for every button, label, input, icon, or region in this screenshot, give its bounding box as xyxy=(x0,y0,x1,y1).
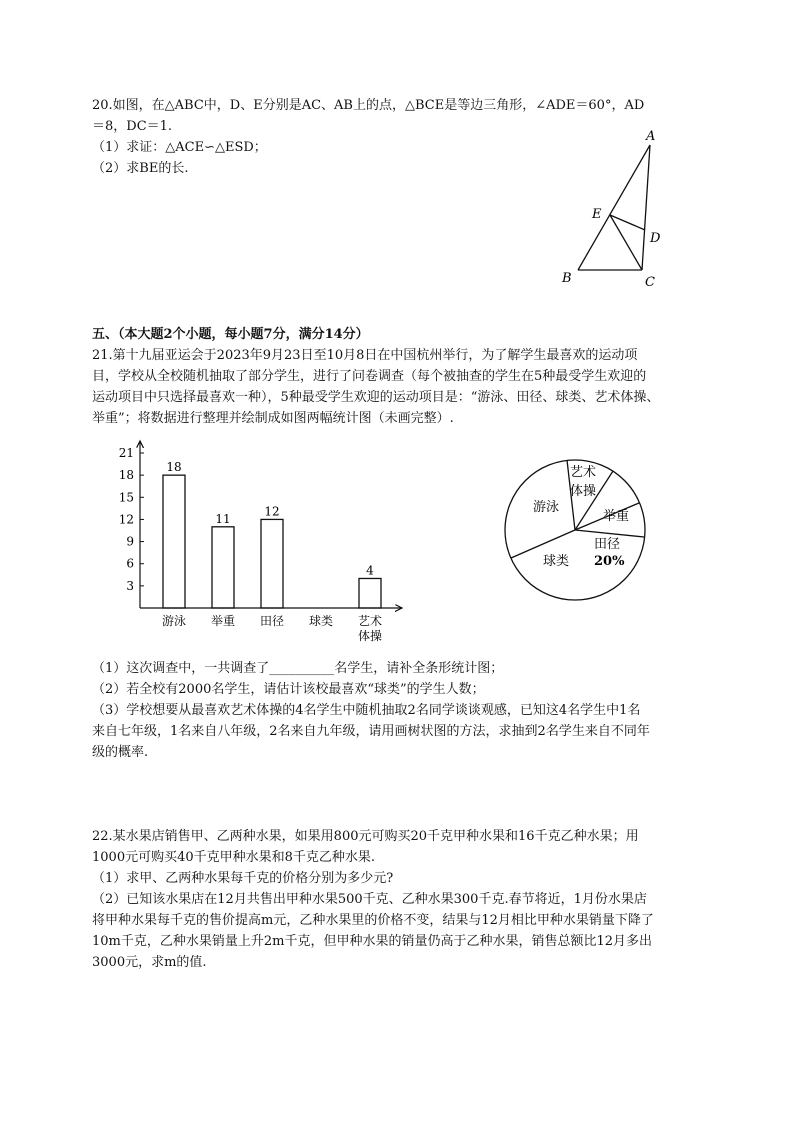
q22-part2c: 10m千克，乙种水果销量上升2m千克，但甲种水果的销量仍高于乙种水果，销售总额比12月多出 xyxy=(92,934,653,949)
q21-part2: （2）若全校有2000名学生，请估计该校最喜欢“球类”的学生人数； xyxy=(92,682,485,697)
x-tick-label: 体操 xyxy=(357,629,383,643)
q21-part3b: 来自七年级，1名来自八年级，2名来自九年级，请用画树状图的方法，求抽到2名学生来自不同年 xyxy=(92,724,650,739)
triangle-figure xyxy=(550,120,690,295)
label-c: C xyxy=(645,275,655,290)
q21-part1: （1）这次调查中，一共调查了__________名学生，请补全条形统计图； xyxy=(92,661,504,676)
pie-label-track: 田径 xyxy=(594,537,621,552)
y-tick-label: 3 xyxy=(126,578,134,593)
edge-ec xyxy=(610,215,642,270)
q22-line2: 1000元可购买40千克甲种水果和8千克乙种水果. xyxy=(92,850,376,865)
y-tick-label: 15 xyxy=(118,490,134,505)
q22-line1: 22.某水果店销售甲、乙两种水果，如果用800元可购买20千克甲种水果和16千克乙种水果；用 xyxy=(92,829,639,844)
label-a: A xyxy=(646,129,656,144)
edge-ac xyxy=(642,145,650,270)
bar-chart xyxy=(110,436,410,648)
bar xyxy=(359,578,381,608)
pie-label-ball: 球类 xyxy=(543,554,570,569)
q22-part2a: （2）已知该水果店在12月共售出甲种水果500千克、乙种水果300千克.春节将近，1月份水果店 xyxy=(92,892,647,907)
bar-value-label: 12 xyxy=(264,504,280,519)
label-e: E xyxy=(592,207,602,222)
x-tick-label: 球类 xyxy=(308,614,334,628)
q21-line1: 21.第十九届亚运会于2023年9月23日至10月8日在中国杭州举行，为了解学生最喜欢的运动项 xyxy=(92,348,638,363)
q20-part1: （1）求证：△ACE∽△ESD； xyxy=(92,140,267,155)
label-b: B xyxy=(562,271,572,286)
edge-ed xyxy=(610,215,645,230)
x-tick-label: 游泳 xyxy=(161,614,187,628)
y-tick-label: 12 xyxy=(118,512,134,527)
q22-part2b: 将甲种水果每千克的售价提高m元，乙种水果里的价格不变，结果与12月相比甲种水果销量下降了 xyxy=(92,913,654,928)
pie-divider-4 xyxy=(575,530,644,537)
q22-part1: （1）求甲、乙两种水果每千克的价格分别为多少元? xyxy=(92,871,394,886)
q21-line3: 运动项目中只选择最喜欢一种），5种最受学生欢迎的运动项目是：“游泳、田径、球类、艺术体操、 xyxy=(92,390,660,405)
y-tick-label: 21 xyxy=(118,446,134,460)
q20-part2: （2）求BE的长. xyxy=(92,161,189,176)
bar xyxy=(261,519,283,608)
section-heading: 五、（本大题2个小题，每小题7分，满分14分） xyxy=(92,327,369,342)
q20-line1: 20.如图，在△ABC中，D、E分别是AC、AB上的点，△BCE是等边三角形，∠ADE＝60°，AD xyxy=(92,98,645,113)
q21-part3c: 级的概率. xyxy=(92,745,149,760)
x-tick-label: 田径 xyxy=(259,614,285,628)
q20-line2: ＝8，DC＝1. xyxy=(92,119,173,134)
x-tick-label: 艺术 xyxy=(357,614,383,628)
pie-chart xyxy=(500,453,660,613)
q21-line4: 举重”；将数据进行整理并绘制成如图两幅统计图（未画完整）. xyxy=(92,411,454,426)
y-tick-label: 18 xyxy=(118,468,134,483)
bar xyxy=(163,475,185,608)
pie-label-track-pct: 20% xyxy=(594,554,625,569)
bar xyxy=(212,527,234,608)
pie-label-art2: 体操 xyxy=(570,484,597,499)
y-tick-label: 6 xyxy=(126,556,134,571)
x-tick-label: 举重 xyxy=(210,614,236,628)
q21-line2: 目，学校从全校随机抽取了部分学生，进行了问卷调查（每个被抽查的学生在5种最受学生欢迎的 xyxy=(92,369,647,384)
bar-value-label: 18 xyxy=(166,460,182,475)
pie-label-art1: 艺术 xyxy=(570,465,597,480)
q22-part2d: 3000元，求m的值. xyxy=(92,955,207,970)
pie-label-swim: 游泳 xyxy=(533,500,560,515)
q21-part3a: （3）学校想要从最喜欢艺术体操的4名学生中随机抽取2名同学谈谈观感，已知这4名学生中1名 xyxy=(92,703,641,718)
label-d: D xyxy=(650,231,661,246)
bar-value-label: 4 xyxy=(366,563,374,578)
bar-value-label: 11 xyxy=(215,511,231,526)
pie-label-weight: 举重 xyxy=(603,509,630,524)
edge-ab xyxy=(578,145,650,270)
y-tick-label: 9 xyxy=(126,534,134,549)
